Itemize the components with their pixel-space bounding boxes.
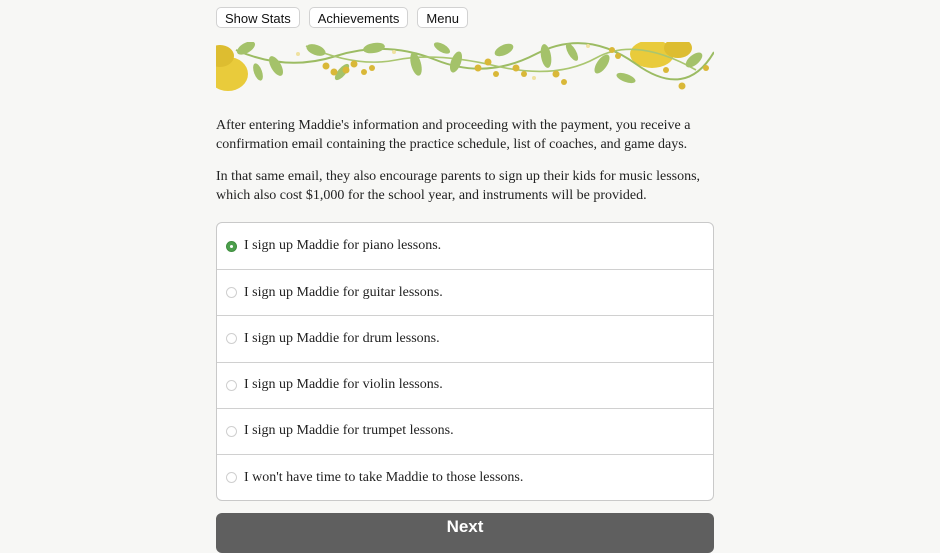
- radio-icon[interactable]: [226, 333, 237, 344]
- show-stats-button[interactable]: Show Stats: [216, 7, 300, 28]
- choice-label: I sign up Maddie for violin lessons.: [244, 377, 443, 393]
- top-toolbar: [216, 7, 468, 28]
- menu-button[interactable]: Menu: [417, 7, 468, 28]
- radio-icon[interactable]: [226, 287, 237, 298]
- radio-icon[interactable]: [226, 426, 237, 437]
- radio-selected-icon[interactable]: [226, 241, 237, 252]
- story-paragraph: In that same email, they also encourage parents to sign up their kids for music lessons, which also cost $1,000 for the school year, and instruments will be provided.: [216, 169, 701, 203]
- lemon-vine-banner: [216, 42, 714, 92]
- choice-piano[interactable]: [217, 223, 713, 269]
- radio-icon[interactable]: [226, 472, 237, 483]
- story-paragraph: After entering Maddie's information and proceeding with the payment, you receive a confirmation email containing the practice schedule, list of coaches, and game days.: [216, 118, 691, 152]
- choice-no-lessons[interactable]: [217, 454, 713, 500]
- choice-guitar[interactable]: [217, 269, 713, 315]
- choice-label: I sign up Maddie for piano lessons.: [244, 238, 442, 254]
- achievements-button[interactable]: Achievements: [309, 7, 409, 28]
- choice-violin[interactable]: [217, 362, 713, 408]
- story-text: [216, 116, 716, 218]
- choice-label: I won't have time to take Maddie to those lessons.: [244, 469, 524, 485]
- choice-trumpet[interactable]: [217, 408, 713, 454]
- lemon-vine-banner-art: [216, 42, 714, 92]
- choice-label: I sign up Maddie for guitar lessons.: [244, 284, 443, 300]
- next-button[interactable]: Next: [216, 513, 714, 553]
- choice-label: I sign up Maddie for trumpet lessons.: [244, 423, 454, 439]
- choice-list: [216, 222, 714, 501]
- choice-drum[interactable]: [217, 315, 713, 361]
- choice-label: I sign up Maddie for drum lessons.: [244, 330, 440, 346]
- radio-icon[interactable]: [226, 380, 237, 391]
